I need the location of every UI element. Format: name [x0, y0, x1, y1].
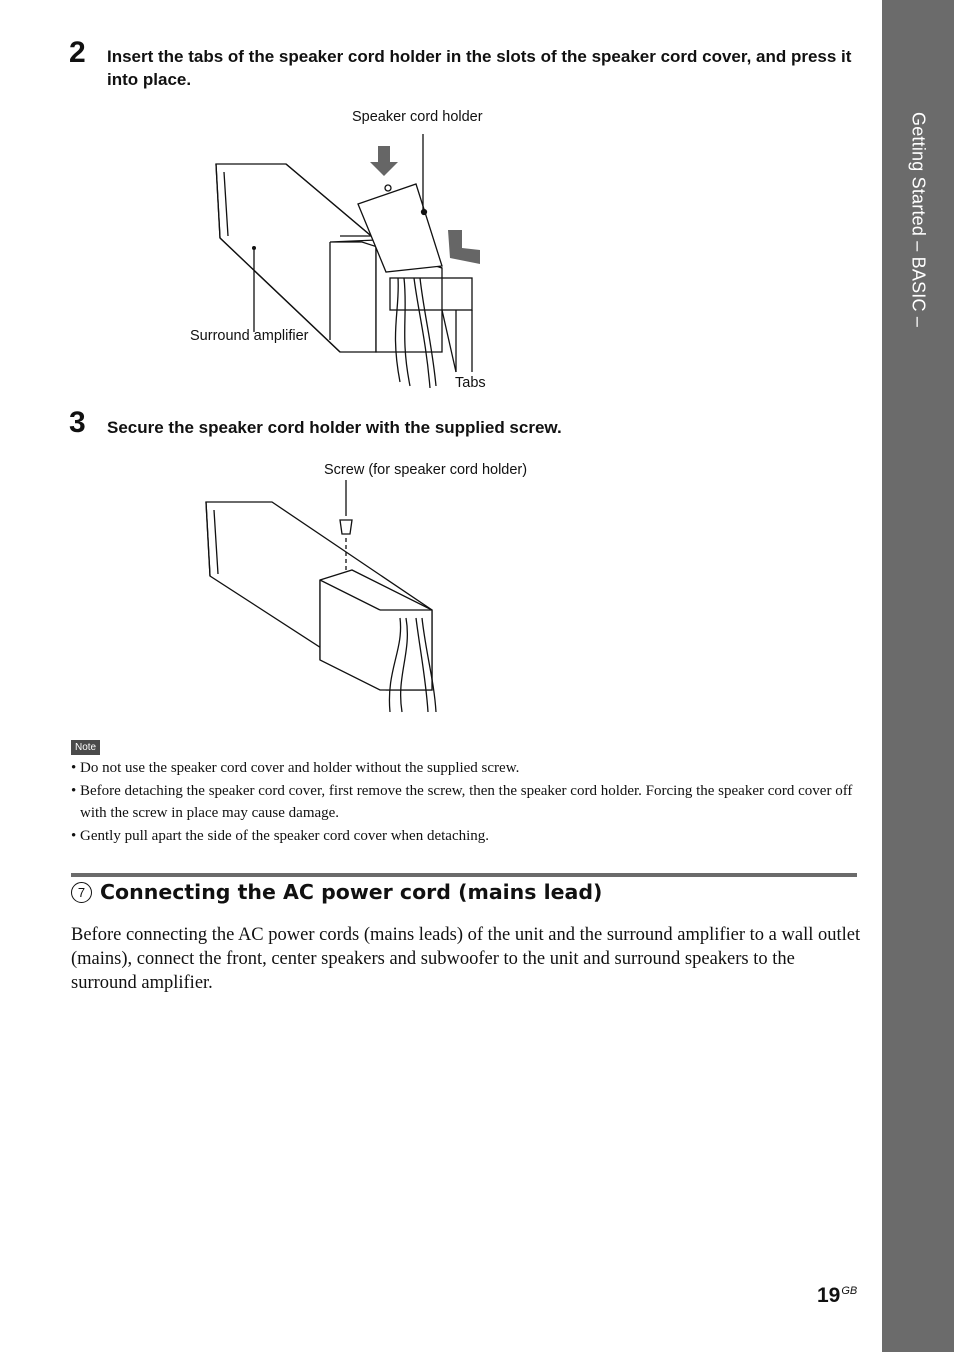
- label-tabs: Tabs: [455, 375, 486, 391]
- sidebar-title: Getting Started – BASIC –: [908, 112, 929, 328]
- section-heading: [71, 880, 602, 904]
- page-number-suffix: GB: [841, 1285, 858, 1297]
- page-number-value: 19: [817, 1284, 841, 1307]
- note-item: • Gently pull apart the side of the speaker cord cover when detaching.: [71, 825, 861, 847]
- section-divider: [71, 873, 857, 877]
- label-screw: Screw (for speaker cord holder): [324, 462, 528, 478]
- section-body: Before connecting the AC power cords (mains leads) of the unit and the surround amplifier to a wall outlet (mains), connect the front, center speakers and subwoofer to the unit and surround speakers to the surround amplifier.: [71, 925, 861, 993]
- label-surround-amplifier: Surround amplifier: [190, 328, 309, 344]
- figure-attach-holder: [180, 100, 520, 400]
- section-title: Connecting the AC power cord (mains lead): [100, 880, 603, 904]
- step-2-number: 2: [69, 36, 86, 69]
- note-item: • Do not use the speaker cord cover and holder without the supplied screw.: [71, 757, 861, 779]
- note-item: • Before detaching the speaker cord cover, first remove the screw, then the speaker cord holder. Forcing the speaker cord cover off with the screw in place may cause damage.: [71, 780, 861, 824]
- step-3-number: 3: [69, 406, 86, 439]
- section-number-badge: 7: [71, 882, 92, 903]
- step-2-instruction: Insert the tabs of the speaker cord holder in the slots of the speaker cord cover, and press it into place.: [107, 47, 852, 89]
- note-badge: Note: [71, 740, 100, 755]
- page-number: [817, 1284, 857, 1308]
- figure-secure-screw: [190, 480, 470, 715]
- note-list: [71, 757, 861, 848]
- label-speaker-cord-holder: Speaker cord holder: [352, 109, 483, 125]
- step-3-instruction: Secure the speaker cord holder with the supplied screw.: [107, 418, 562, 437]
